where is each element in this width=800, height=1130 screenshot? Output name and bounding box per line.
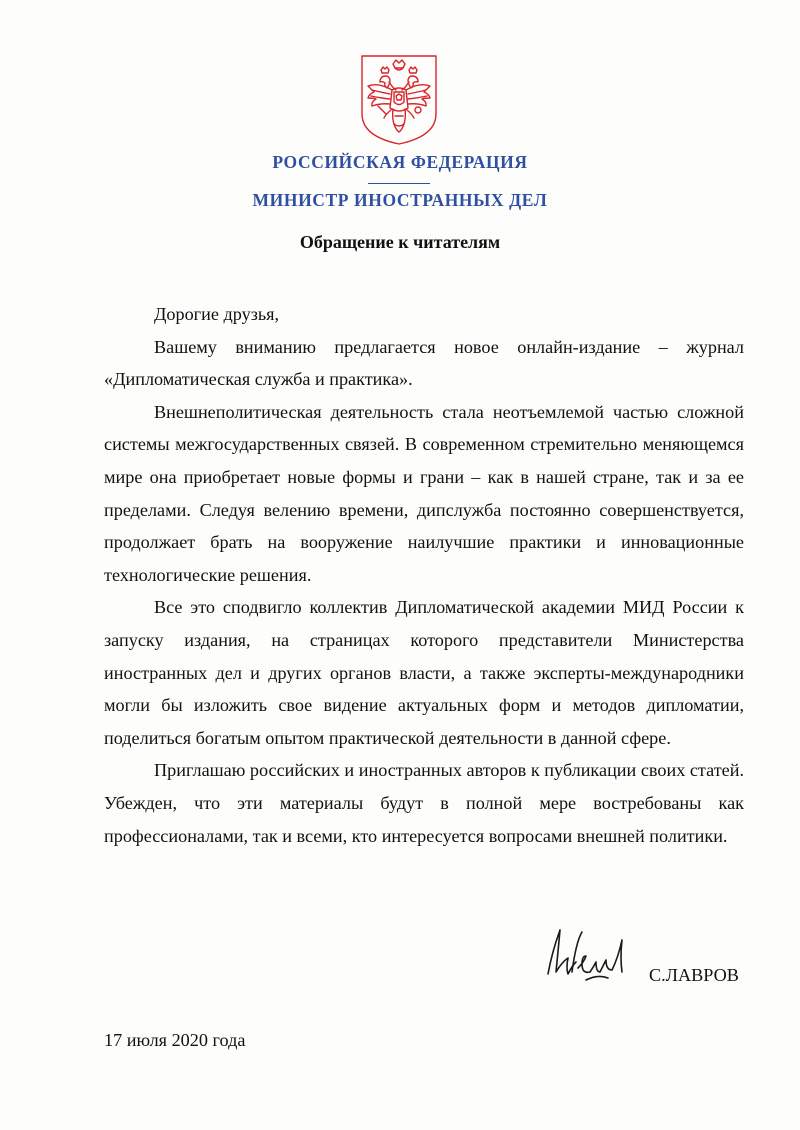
letterhead-country: РОССИЙСКАЯ ФЕДЕРАЦИЯ [272, 152, 528, 172]
coat-of-arms-icon [358, 52, 440, 146]
letter-paragraph: Все это сподвигло коллектив Дипломатической академии МИД России к запуску издания, на страницах которого представители Министерства иностранных дел и других органов власти, а также эксперты-международники могли бы изложить свое видение актуальных форм и методов дипломатии, поделиться богатым опытом практической деятельности в данной сфере. [104, 597, 744, 748]
letter-body [104, 298, 744, 852]
letterhead-divider [368, 183, 430, 184]
letterhead-office: МИНИСТР ИНОСТРАННЫХ ДЕЛ [252, 190, 548, 210]
letter-date: 17 июля 2020 года [104, 1030, 246, 1050]
handwritten-signature-icon [542, 922, 638, 990]
letter-title: Обращение к читателям [299, 232, 501, 252]
signer-name: С.ЛАВРОВ [649, 965, 739, 985]
letter-paragraph: Внешнеполитическая деятельность стала неотъемлемой частью сложной системы межгосударственных связей. В современном стремительно меняющемся мире она приобретает новые формы и грани – как в нашей стране, так и за ее пределами. Следуя велению времени, дипслужба постоянно совершенствуется, продолжает брать на вооружение наилучшие практики и инновационные технологические решения. [104, 401, 744, 585]
letter-paragraph: Приглашаю российских и иностранных авторов к публикации своих статей. Убежден, что эти материалы будут в полной мере востребованы как профессионалами, так и всеми, кто интересуется вопросами внешней политики. [104, 760, 744, 846]
letter-salutation: Дорогие друзья, [154, 304, 280, 324]
letter-paragraph: Вашему вниманию предлагается новое онлайн-издание – журнал «Дипломатическая служба и практика». [104, 336, 744, 390]
